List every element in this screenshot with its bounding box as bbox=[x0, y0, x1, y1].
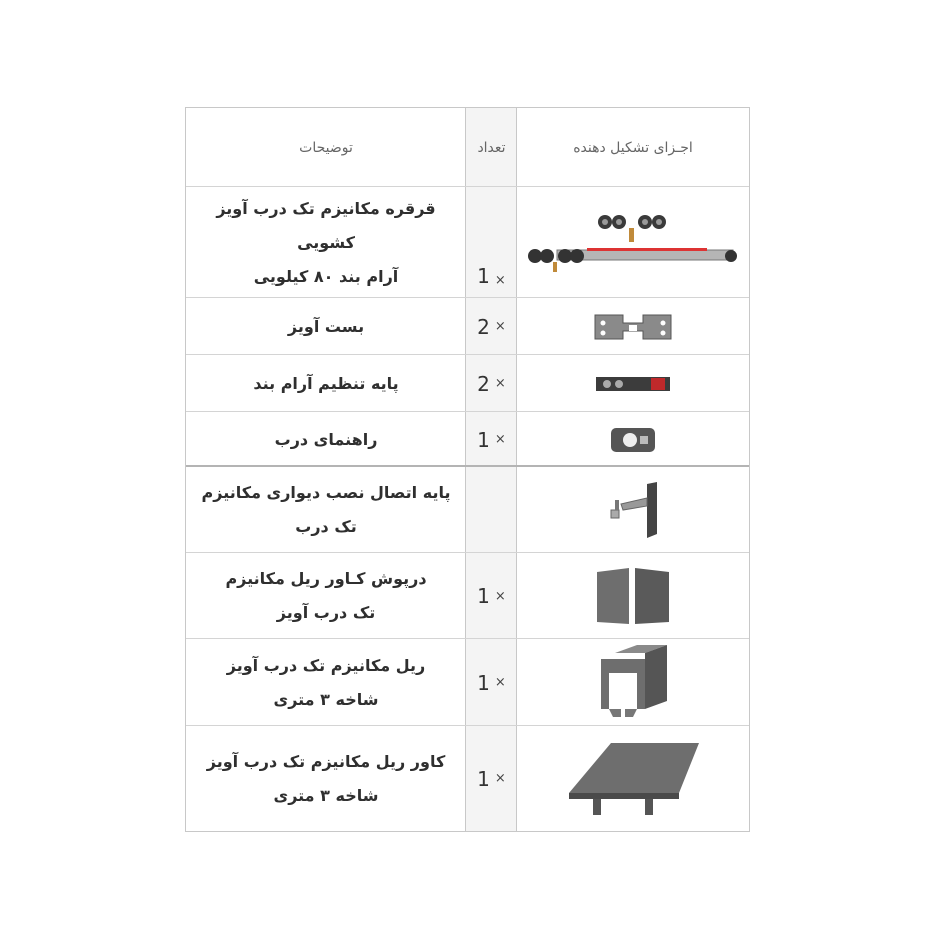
description-line-1: درپوش کـاور ریل مکانیزم bbox=[225, 569, 427, 588]
description-line-2: شاخه ۳ متری bbox=[273, 689, 379, 709]
table-row bbox=[186, 639, 749, 726]
row-quantity bbox=[467, 355, 516, 412]
multiply-sign: × bbox=[494, 376, 506, 391]
wall-mount-bracket-icon bbox=[603, 482, 663, 538]
description-line-2: تک درب آویز bbox=[276, 603, 376, 622]
row-component bbox=[517, 298, 749, 355]
end-cap-icon bbox=[593, 566, 673, 626]
table-header bbox=[186, 108, 749, 187]
description-line-2: آرام بند ۸۰ کیلویی bbox=[253, 266, 399, 286]
row-component bbox=[517, 553, 749, 639]
roller-carriage-icon bbox=[527, 210, 739, 276]
row-description bbox=[186, 639, 466, 726]
row-component bbox=[517, 726, 749, 831]
multiply-sign: × bbox=[494, 432, 506, 447]
row-component bbox=[517, 187, 749, 298]
row-quantity bbox=[467, 412, 516, 467]
description-line-1: پایه اتصال نصب دیواری مکانیزم bbox=[201, 483, 451, 502]
components-table bbox=[185, 107, 750, 832]
rail-cover-icon bbox=[563, 739, 703, 819]
quantity-value: 1 bbox=[477, 584, 490, 608]
row-quantity bbox=[467, 726, 516, 831]
row-description bbox=[186, 553, 466, 639]
row-quantity bbox=[467, 187, 516, 298]
row-component bbox=[517, 355, 749, 412]
description-line-1: ریل مکانیزم تک درب آویز bbox=[226, 655, 426, 675]
row-component bbox=[517, 467, 749, 553]
description-line-2: تک درب bbox=[295, 517, 357, 536]
damper-base-icon bbox=[595, 374, 671, 394]
description-line-1: کاور ریل مکانیزم تک درب آویز bbox=[206, 751, 446, 771]
header-quantity: تعداد bbox=[477, 139, 506, 156]
row-description bbox=[186, 412, 466, 467]
table-row bbox=[186, 187, 749, 298]
multiply-sign: × bbox=[494, 771, 506, 786]
row-component bbox=[517, 639, 749, 726]
table-row bbox=[186, 412, 749, 467]
table-row bbox=[186, 726, 749, 831]
quantity-value: 1 bbox=[477, 766, 490, 791]
multiply-sign: × bbox=[494, 675, 506, 690]
table-row bbox=[186, 355, 749, 412]
rail-profile-icon bbox=[593, 645, 673, 721]
multiply-sign: × bbox=[494, 273, 506, 288]
door-guide-icon bbox=[610, 427, 656, 453]
description-line-1: قرقره مکانیزم تک درب آویز کشویی bbox=[216, 198, 436, 252]
row-quantity bbox=[467, 467, 516, 553]
quantity-value: 2 bbox=[477, 314, 490, 339]
description-line-1: راهنمای درب bbox=[274, 429, 378, 449]
row-description bbox=[186, 187, 466, 298]
row-quantity bbox=[467, 298, 516, 355]
row-description bbox=[186, 467, 466, 553]
multiply-sign: × bbox=[494, 319, 506, 334]
row-description bbox=[186, 355, 466, 412]
description-line-1: بست آویز bbox=[287, 316, 365, 336]
multiply-sign: × bbox=[494, 588, 506, 604]
row-description bbox=[186, 726, 466, 831]
table-row bbox=[186, 553, 749, 639]
table-row bbox=[186, 467, 749, 553]
header-description: توضیحات bbox=[299, 139, 353, 156]
row-description bbox=[186, 298, 466, 355]
row-component bbox=[517, 412, 749, 467]
quantity-value: 1 bbox=[477, 427, 490, 452]
description-line-2: شاخه ۳ متری bbox=[273, 785, 379, 805]
hanger-bracket-icon bbox=[593, 313, 673, 341]
row-quantity bbox=[467, 639, 516, 726]
quantity-value: 2 bbox=[477, 371, 490, 396]
description-line-1: پایه تنظیم آرام بند bbox=[253, 373, 399, 393]
quantity-value: 1 bbox=[477, 264, 490, 288]
quantity-value: 1 bbox=[477, 670, 490, 695]
row-quantity bbox=[467, 553, 516, 639]
table-row bbox=[186, 298, 749, 355]
header-component: اجـزای تشکیل دهنده bbox=[573, 139, 693, 156]
